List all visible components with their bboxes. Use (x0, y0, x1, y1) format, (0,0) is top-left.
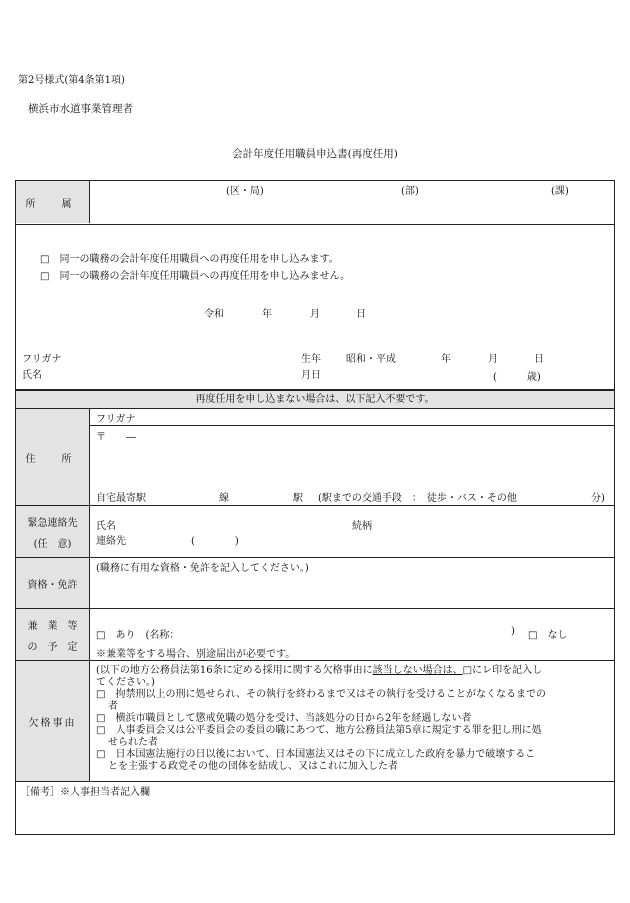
transport-means: (駅までの交通手段 ： 徒歩・バス・その他 (318, 493, 517, 504)
date-year: 年 (262, 309, 272, 320)
disq-item-1a[interactable]: □ 拘禁刑以上の刑に処せられ、その執行を終わるまで又はその執行を受けることがなくなるまでの (96, 689, 547, 700)
address-row (15, 408, 615, 506)
option-decline[interactable]: □ 同一の職務の会計年度任用職員への再度任用を申し込みません。 (40, 271, 351, 282)
disqualification-label: 欠格事由 (16, 661, 90, 781)
minutes-label: 分) (591, 493, 605, 504)
affiliation-department: (部) (401, 186, 419, 197)
notice-text: 再度任用を申し込まない場合は、以下記入不要です。 (195, 394, 435, 405)
qualifications-note: (職務に有用な資格・免許を記入してください。) (96, 563, 309, 574)
birth-label-2: 月日 (301, 370, 321, 381)
disq-intro-1c: □にレ印を記入し (462, 665, 543, 676)
disq-intro-1b: 該当しない場合は、 (372, 665, 463, 676)
disqualification-row (15, 660, 615, 782)
side-job-label-1: 兼 業 等 (27, 620, 78, 632)
affiliation-ward: (区・局) (226, 186, 264, 197)
contact-paren: ( ) (191, 536, 239, 547)
qualifications-label: 資格・免許 (16, 558, 90, 608)
side-job-yes[interactable]: □ あり (名称： (96, 630, 180, 641)
addressee: 横浜市水道事業管理者 (28, 103, 133, 115)
date-month: 月 (310, 309, 320, 320)
address-label: 住 所 (16, 409, 90, 505)
qualifications-row (15, 557, 615, 609)
station-suffix: 駅 (293, 493, 303, 504)
side-job-row (15, 608, 615, 661)
disq-item-4a[interactable]: □ 日本国憲法施行の日以後において、日本国憲法又はその下に成立した政府を暴力で破壊するこ (96, 749, 536, 760)
form-number: 第2号様式(第4条第1項) (18, 75, 125, 86)
remarks-box (15, 781, 615, 835)
disq-item-2[interactable]: □ 横浜市職員として懲戒免職の処分を受け、当該処分の日から2年を経過しない者 (96, 713, 472, 724)
side-job-close: ) (511, 626, 515, 637)
disq-intro-1a: (以下の地方公務員法第16条に定める採用に関する欠格事由に (96, 665, 373, 676)
disq-item-3b: せられた者 (108, 737, 158, 748)
emergency-name-label: 氏名 (96, 521, 116, 532)
postal-code: 〒 ― (96, 432, 136, 443)
disq-item-4b: とを主張する政党その他の団体を結成し、又はこれに加入した者 (108, 761, 398, 772)
birth-era: 昭和・平成 (346, 354, 396, 365)
disq-intro-line-1 (96, 661, 542, 676)
birth-year: 年 (441, 354, 451, 365)
address-divider (90, 425, 614, 426)
disq-item-3a[interactable]: □ 人事委員会又は公平委員会の委員の職にあつて、地方公務員法第5章に規定する罪を犯し刑に処 (96, 725, 542, 736)
date-era: 令和 (204, 309, 224, 320)
emergency-label (16, 506, 90, 557)
relation-label: 続柄 (352, 521, 372, 532)
address-furigana-label: フリガナ (96, 414, 136, 425)
birth-label-1: 生年 (301, 354, 321, 365)
disq-item-1b: 者 (108, 701, 118, 712)
birth-day: 日 (534, 354, 544, 365)
line-label: 線 (219, 493, 229, 504)
side-job-label (16, 609, 90, 660)
disq-intro-2: てください。) (96, 677, 155, 688)
contact-label: 連絡先 (96, 536, 126, 547)
emergency-row (15, 505, 615, 558)
station-label: 自宅最寄駅 (96, 493, 146, 504)
emergency-label-2: (任 意) (33, 538, 72, 550)
side-job-no[interactable]: □ なし (528, 630, 568, 641)
side-job-note: ※兼業等をする場合、別途届出が必要です。 (96, 649, 296, 660)
birth-month: 月 (488, 354, 498, 365)
application-form (15, 180, 615, 835)
name-label: 氏名 (22, 370, 42, 381)
affiliation-section: (課) (551, 186, 569, 197)
furigana-label: フリガナ (22, 354, 62, 365)
affiliation-label: 所 属 (16, 181, 90, 223)
document-title: 会計年度任用職員申込書(再度任用) (232, 148, 398, 160)
emergency-label-1: 緊急連絡先 (27, 517, 78, 529)
side-job-label-2: の 予 定 (27, 641, 78, 653)
application-block (15, 224, 615, 390)
affiliation-row (15, 180, 615, 225)
date-day: 日 (356, 309, 366, 320)
option-apply[interactable]: □ 同一の職務の会計年度任用職員への再度任用を申し込みます。 (40, 254, 339, 265)
notice-banner (15, 390, 615, 409)
remarks-label: ［備考］※人事担当者記入欄 (20, 787, 150, 798)
age: ( 歳) (493, 372, 541, 383)
